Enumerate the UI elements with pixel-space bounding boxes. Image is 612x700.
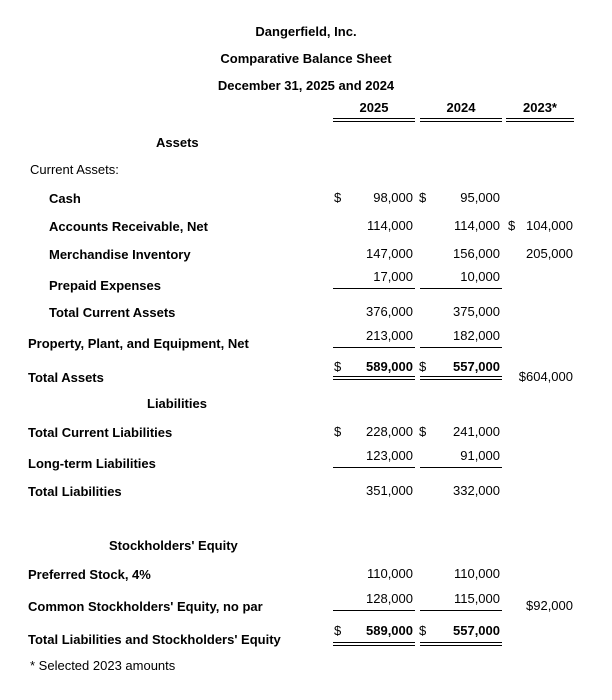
total-liabilities-equity-2024: 557,000 [453, 623, 500, 638]
total-liabilities-label: Total Liabilities [28, 484, 122, 499]
cash-2025: 98,000 [373, 190, 413, 205]
column-header-2023: 2023* [523, 100, 557, 115]
long-term-underline-2025 [333, 467, 415, 468]
statement-date: December 31, 2025 and 2024 [217, 78, 395, 93]
total-assets-double-underline-2025 [333, 376, 415, 380]
long-term-liabilities-label: Long-term Liabilities [28, 456, 156, 471]
inventory-2024: 156,000 [453, 246, 500, 261]
total-assets-2025: 589,000 [366, 359, 413, 374]
long-term-liabilities-2024: 91,000 [460, 448, 500, 463]
ar-2024: 114,000 [453, 218, 500, 233]
total-assets-2024: 557,000 [453, 359, 500, 374]
total-current-liabilities-label: Total Current Liabilities [28, 425, 173, 440]
footnote: * Selected 2023 amounts [30, 658, 176, 673]
inventory-2023: 205,000 [526, 246, 573, 261]
prepaid-2024: 10,000 [460, 269, 500, 284]
common-equity-label: Common Stockholders' Equity, no par [28, 599, 263, 614]
column-header-2025: 2025 [359, 100, 389, 115]
total-current-liabilities-2025: 228,000 [366, 424, 413, 439]
preferred-stock-2024: 110,000 [453, 566, 500, 581]
column-header-2024: 2024 [446, 100, 476, 115]
inventory-2025: 147,000 [366, 246, 413, 261]
assets-heading: Assets [156, 135, 199, 150]
equity-heading: Stockholders' Equity [109, 538, 238, 553]
cash-2024: 95,000 [460, 190, 500, 205]
ar-label: Accounts Receivable, Net [49, 219, 208, 234]
ar-dollar-2023: $ [508, 218, 516, 233]
prepaid-underline-2024 [420, 288, 502, 289]
total-assets-dollar-2025: $ [334, 359, 342, 374]
total-current-assets-2024: 375,000 [453, 304, 500, 319]
liabilities-heading: Liabilities [147, 396, 207, 411]
header-underline-2023 [506, 118, 574, 122]
header-underline-2024 [420, 118, 502, 122]
ppe-2024: 182,000 [453, 328, 500, 343]
total-current-assets-label: Total Current Assets [49, 305, 176, 320]
company-name: Dangerfield, Inc. [255, 24, 357, 39]
cash-dollar-2025: $ [334, 190, 342, 205]
long-term-underline-2024 [420, 467, 502, 468]
prepaid-label: Prepaid Expenses [49, 278, 161, 293]
total-liabilities-2024: 332,000 [453, 483, 500, 498]
header-underline-2025 [333, 118, 415, 122]
cash-label: Cash [49, 191, 81, 206]
common-equity-2025: 128,000 [366, 591, 413, 606]
total-liabilities-equity-2025: 589,000 [366, 623, 413, 638]
total-assets-2023: $604,000 [518, 369, 573, 384]
cash-dollar-2024: $ [419, 190, 427, 205]
preferred-stock-2025: 110,000 [366, 566, 413, 581]
common-equity-2024: 115,000 [453, 591, 500, 606]
total-current-assets-2025: 376,000 [366, 304, 413, 319]
ppe-underline-2024 [420, 347, 502, 348]
inventory-label: Merchandise Inventory [49, 247, 191, 262]
total-current-liabilities-2024: 241,000 [453, 424, 500, 439]
total-liabilities-2025: 351,000 [366, 483, 413, 498]
ppe-label: Property, Plant, and Equipment, Net [28, 336, 249, 351]
prepaid-2025: 17,000 [373, 269, 413, 284]
ar-2023: 104,000 [526, 218, 573, 233]
current-assets-heading: Current Assets: [30, 162, 119, 177]
long-term-liabilities-2025: 123,000 [366, 448, 413, 463]
total-assets-dollar-2024: $ [419, 359, 427, 374]
total-current-liabilities-dollar-2024: $ [419, 424, 427, 439]
total-liabilities-equity-label: Total Liabilities and Stockholders' Equity [28, 632, 281, 647]
common-equity-underline-2025 [333, 610, 415, 611]
prepaid-underline-2025 [333, 288, 415, 289]
total-liabilities-equity-double-underline-2024 [420, 642, 502, 646]
total-liabilities-equity-dollar-2024: $ [419, 623, 427, 638]
total-current-liabilities-dollar-2025: $ [334, 424, 342, 439]
total-assets-label: Total Assets [28, 370, 104, 385]
ar-2025: 114,000 [366, 218, 413, 233]
total-assets-double-underline-2024 [420, 376, 502, 380]
common-equity-underline-2024 [420, 610, 502, 611]
total-liabilities-equity-dollar-2025: $ [334, 623, 342, 638]
common-equity-2023: $92,000 [526, 598, 573, 613]
preferred-stock-label: Preferred Stock, 4% [28, 567, 151, 582]
statement-title: Comparative Balance Sheet [220, 51, 392, 66]
total-liabilities-equity-double-underline-2025 [333, 642, 415, 646]
ppe-2025: 213,000 [366, 328, 413, 343]
ppe-underline-2025 [333, 347, 415, 348]
